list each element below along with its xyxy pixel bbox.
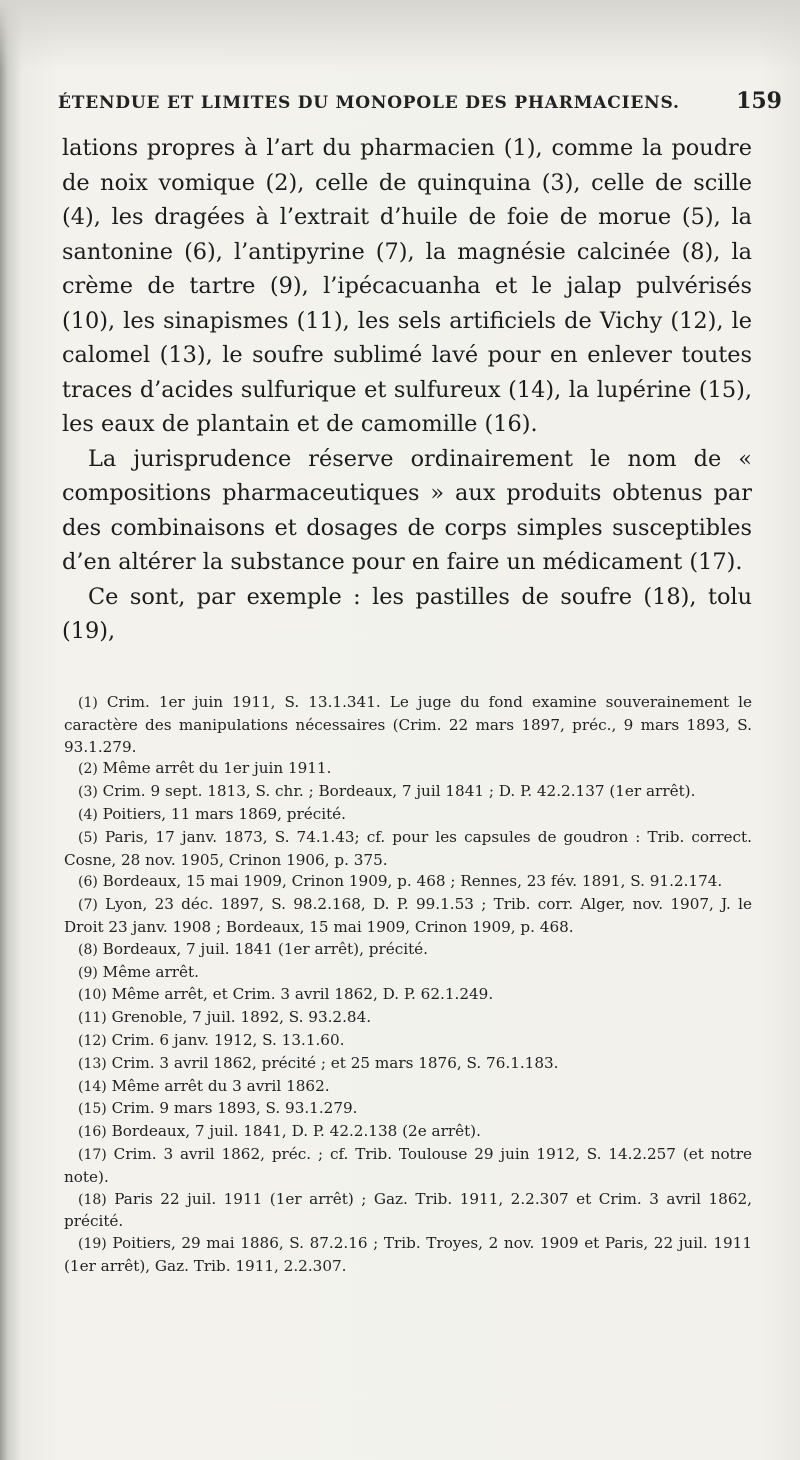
footnote-text: Poitiers, 29 mai 1886, S. 87.2.16 ; Trib. Troyes, 2 nov. 1909 et Paris, 22 juil. 1911 (1er arrêt), Gaz. Trib. 1911, 2.2.307. [64,1234,753,1275]
page-number: 159 [736,88,782,114]
footnote [64,1098,752,1121]
running-header [58,88,782,114]
footnote-number: (1) [78,695,98,711]
footnote [64,1144,752,1189]
footnote [64,984,752,1007]
footnote [64,781,752,804]
footnote-text: Bordeaux, 7 juil. 1841, D. P. 42.2.138 (2e arrêt). [111,1122,481,1141]
footnote [64,871,752,894]
footnote [64,1121,752,1144]
footnote-number: (6) [78,874,98,891]
footnote-number: (18) [78,1191,107,1208]
footnote [64,962,752,985]
footnote-number: (2) [78,761,98,778]
footnote-text: Crim. 3 avril 1862, précité ; et 25 mars 1876, S. 76.1.183. [111,1053,559,1072]
footnote [64,1030,752,1053]
footnote-number: (8) [78,941,98,958]
paragraph-2: La jurisprudence réserve ordinairement le nom de « compositions pharmaceutiques » aux produits obtenus par des combinaisons et dosages de corps simples susceptibles d’en altérer la substance pour en faire un médicament (17). [62,445,752,575]
footnote-number: (19) [78,1236,107,1253]
footnote-text: Paris 22 juil. 1911 (1er arrêt) ; Gaz. Trib. 1911, 2.2.307 et Crim. 3 avril 1862, précité. [64,1189,753,1231]
footnote [64,692,752,758]
footnote [64,758,752,781]
paragraph-3: Ce sont, par exemple : les pastilles de soufre (18), tolu (19), [62,583,752,644]
footnote-text: Crim. 9 mars 1893, S. 93.1.279. [111,1099,358,1118]
footnote-number: (10) [78,987,107,1004]
footnote [64,894,752,939]
main-text [62,131,752,649]
footnote-text: Paris, 17 janv. 1873, S. 74.1.43; cf. pour les capsules de goudron : Trib. correct. Cosne, 28 nov. 1905, Crinon 1906, p. 375. [64,827,752,869]
footnote-number: (7) [78,897,98,914]
footnote-text: Bordeaux, 7 juil. 1841 (1er arrêt), précité. [102,939,428,958]
footnote [64,1007,752,1030]
footnote-text: Crim. 6 janv. 1912, S. 13.1.60. [111,1030,345,1049]
footnotes [64,692,752,1278]
running-title: ÉTENDUE ET LIMITES DU MONOPOLE DES PHARMACIENS. [58,93,680,113]
footnote-text: Crim. 1er juin 1911, S. 13.1.341. Le juge du fond examine souverainement le caractère des manipulations nécessaires (Crim. 22 mars 1897, préc., 9 mars 1893, S. 93.1.279. [64,693,752,756]
footnote-text: Bordeaux, 15 mai 1909, Crinon 1909, p. 468 ; Rennes, 23 fév. 1891, S. 91.2.174. [102,872,723,891]
footnote-text: Même arrêt du 3 avril 1862. [111,1076,330,1095]
paragraph-1: lations propres à l’art du pharmacien (1), comme la poudre de noix vomique (2), celle de quinquina (3), celle de scille (4), les dragées à l’extrait d’huile de foie de morue (5), la santonine (6), l’antipyrine (7), la magnésie calcinée (8), la crème de tartre (9), l’ipécacuanha et le jalap pulvérisés (10), les sinapismes (11), les sels artificiels de Vichy (12), le calomel (13), le soufre sublimé lavé pour en enlever toutes traces d’acides sulfurique et sulfureux (14), la lupérine (15), les eaux de plantain et de camomille (16). [62,135,752,437]
footnote [64,1233,752,1278]
footnote [64,1076,752,1099]
footnote-text: Crim. 9 sept. 1813, S. chr. ; Bordeaux, 7 juil 1841 ; D. P. 42.2.137 (1er arrêt). [102,782,696,801]
footnote-number: (4) [78,806,98,823]
footnote-text: Crim. 3 avril 1862, préc. ; cf. Trib. Toulouse 29 juin 1912, S. 14.2.257 (et notre note). [64,1144,752,1186]
footnote [64,939,752,962]
footnote-number: (5) [78,829,98,846]
footnote [64,804,752,827]
footnote-number: (17) [78,1146,107,1163]
footnote [64,1053,752,1076]
footnote-text: Même arrêt. [102,962,199,981]
footnote-text: Même arrêt, et Crim. 3 avril 1862, D. P. 62.1.249. [111,985,494,1004]
footnote-number: (14) [78,1078,107,1095]
footnote-number: (12) [78,1032,107,1049]
footnote-text: Grenoble, 7 juil. 1892, S. 93.2.84. [111,1008,372,1027]
footnote [64,1189,752,1234]
footnote-number: (16) [78,1124,107,1141]
footnote-text: Lyon, 23 déc. 1897, S. 98.2.168, D. P. 99.1.53 ; Trib. corr. Alger, nov. 1907, J. le Droit 23 janv. 1908 ; Bordeaux, 15 mai 1909, Crinon 1909, p. 468. [64,895,753,936]
footnote-number: (9) [78,964,98,981]
footnote-text: Poitiers, 11 mars 1869, précité. [102,804,346,823]
footnote-number: (3) [78,784,98,801]
footnote-text: Même arrêt du 1er juin 1911. [102,759,332,778]
footnote [64,827,752,872]
footnote-number: (15) [78,1101,107,1118]
footnote-number: (11) [78,1010,107,1027]
footnote-number: (13) [78,1055,107,1072]
